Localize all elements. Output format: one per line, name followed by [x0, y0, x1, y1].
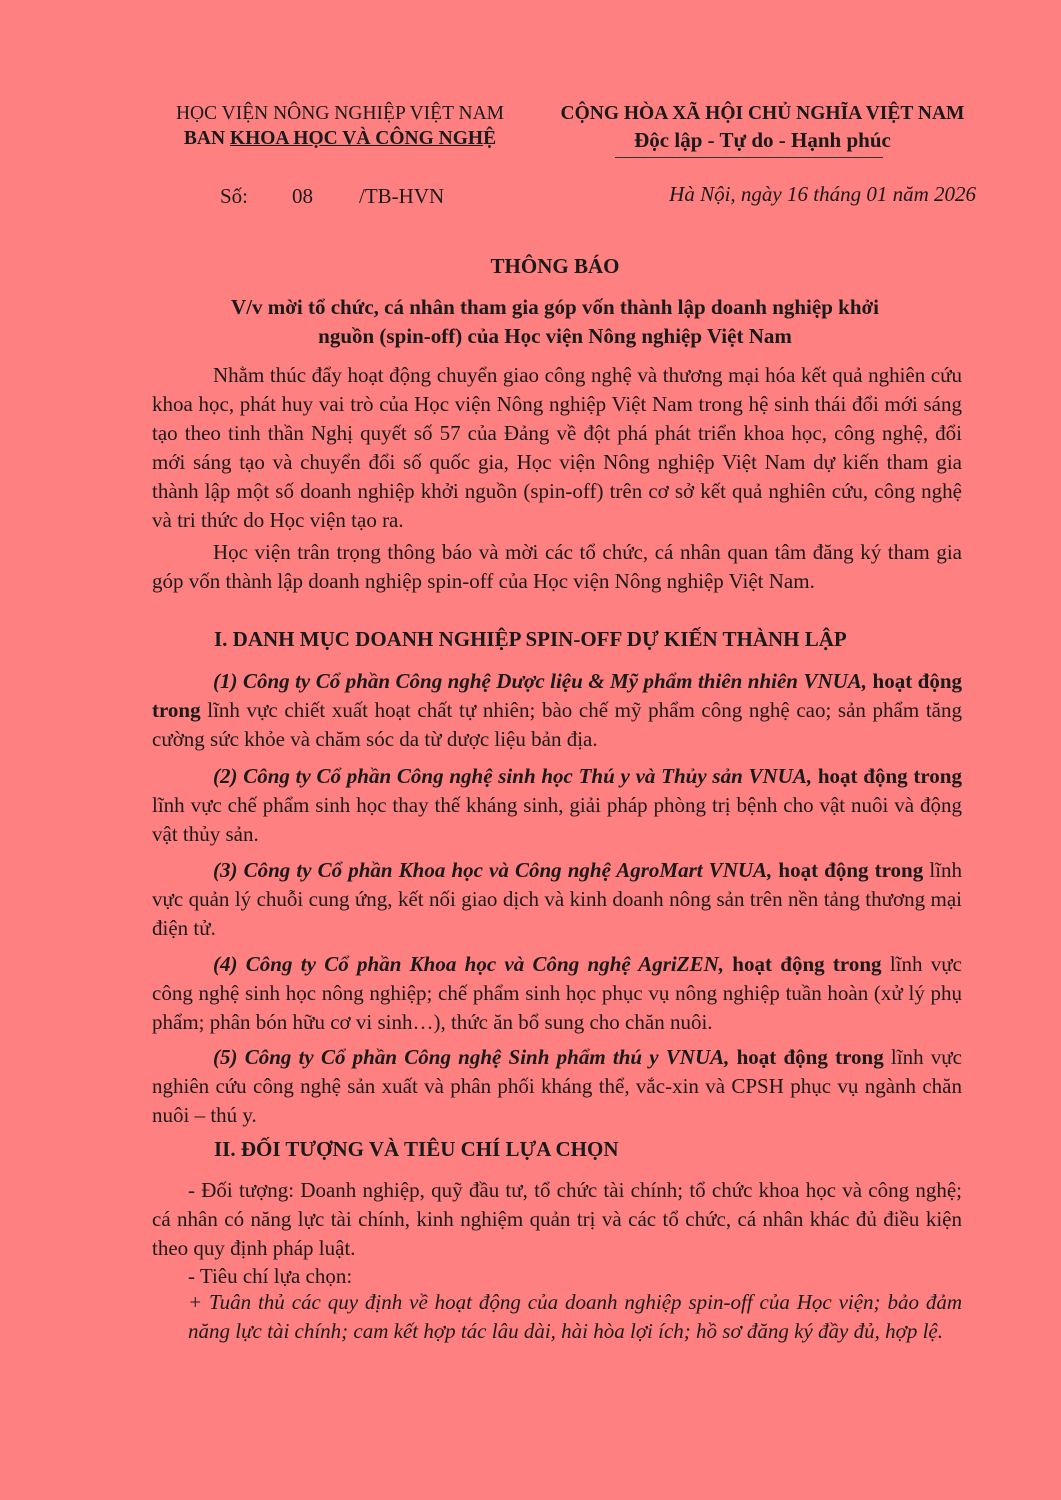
- criteria-detail: + Tuân thủ các quy định về hoạt động của doanh nghiệp spin-off của Học viện; bảo đảm năng lực tài chính; cam kết hợp tác lâu dài, hài hòa lợi ích; hồ sơ đăng ký đầy đủ, hợp lệ.: [188, 1290, 962, 1343]
- issuer-department: [130, 126, 550, 151]
- document-number-value: 08: [292, 184, 314, 208]
- invitation-paragraph: Học viện trân trọng thông báo và mời các tổ chức, cá nhân quan tâm đăng ký tham gia góp vốn thành lập doanh nghiệp spin-off của Học viện Nông nghiệp Việt Nam.: [152, 540, 962, 593]
- section-heading-2: II. ĐỐI TƯỢNG VÀ TIÊU CHÍ LỰA CHỌN: [214, 1137, 619, 1161]
- document-subject-line2: nguồn (spin-off) của Học viện Nông nghiệp Việt Nam: [318, 324, 792, 348]
- company-item: (4) Công ty Cổ phần Khoa học và Công nghệ AgriZEN, hoạt động trong lĩnh vực công nghệ sinh học nông nghiệp; chế phẩm sinh học phục vụ nông nghiệp tuần hoàn (xử lý phụ phẩm; phân bón hữu cơ vi sinh…), thức ăn bổ sung cho chăn nuôi.: [152, 952, 962, 1034]
- document-number: [220, 184, 444, 209]
- company-item: (5) Công ty Cổ phần Công nghệ Sinh phẩm thú y VNUA, hoạt động trong lĩnh vực nghiên cứu công nghệ sản xuất và phân phối kháng thể, vắc-xin và CPSH phục vụ ngành chăn nuôi – thú y.: [152, 1045, 963, 1127]
- company-item: (2) Công ty Cổ phần Công nghệ sinh học Thú y và Thủy sản VNUA, hoạt động trong lĩnh vực chế phẩm sinh học thay thế kháng sinh, giải pháp phòng trị bệnh cho vật nuôi và động vật thủy sản.: [152, 764, 962, 846]
- national-title: CỘNG HÒA XÃ HỘI CHỦ NGHĨA VIỆT NAM: [560, 103, 965, 124]
- document-date: Hà Nội, ngày 16 tháng 01 năm 2026: [669, 182, 976, 206]
- bullet-target-groups: - Đối tượng: Doanh nghiệp, quỹ đầu tư, tổ chức tài chính; tổ chức khoa học và công nghệ; cá nhân có năng lực tài chính, kinh nghiệm quản trị và các tổ chức, cá nhân khác đủ điều kiện theo quy định pháp luật.: [152, 1178, 962, 1260]
- document-subject: [100, 293, 1010, 351]
- issuer-department-underlined: KHOA HỌC VÀ CÔNG NGH: [229, 128, 484, 149]
- intro-paragraph: Nhằm thúc đẩy hoạt động chuyển giao công nghệ và thương mại hóa kết quả nghiên cứu khoa học, phát huy vai trò của Học viện Nông nghiệp Việt Nam trong hệ sinh thái đổi mới sáng tạo theo tinh thần Nghị quyết số 57 của Đảng về đột phá phát triển khoa học, công nghệ, đổi mới sáng tạo và chuyển đổi số quốc gia, Học viện Nông nghiệp Việt Nam dự kiến tham gia thành lập một số doanh nghiệp khởi nguồn (spin-off) trên cơ sở kết quả nghiên cứu, công nghệ và tri thức do Học viện tạo ra.: [152, 363, 962, 532]
- issuer-department-prefix: BAN: [183, 128, 230, 149]
- document-title: THÔNG BÁO: [490, 254, 620, 278]
- national-motto: Độc lập - Tự do - Hạnh phúc: [634, 128, 891, 152]
- document-number-label: Số:: [220, 184, 249, 208]
- document-subject-line1: V/v mời tổ chức, cá nhân tham gia góp vốn thành lập doanh nghiệp khởi: [231, 295, 879, 319]
- issuer-header: [130, 101, 550, 151]
- national-header: [545, 101, 980, 153]
- issuer-department-suffix: Ệ: [483, 128, 497, 149]
- motto-underline: [615, 157, 883, 158]
- bullet-criteria: - Tiêu chí lựa chọn:: [188, 1264, 353, 1288]
- document-number-suffix: /TB-HVN: [359, 184, 445, 208]
- section-heading-1: I. DANH MỤC DOANH NGHIỆP SPIN-OFF DỰ KIẾN THÀNH LẬP: [214, 627, 847, 651]
- company-item: (3) Công ty Cổ phần Khoa học và Công nghệ AgroMart VNUA, hoạt động trong lĩnh vực quản lý chuỗi cung ứng, kết nối giao dịch và kinh doanh nông sản trên nền tảng thương mại điện tử.: [152, 858, 962, 940]
- company-item: (1) Công ty Cổ phần Công nghệ Dược liệu & Mỹ phẩm thiên nhiên VNUA, hoạt động trong lĩnh vực chiết xuất hoạt chất tự nhiên; bào chế mỹ phẩm công nghệ cao; sản phẩm tăng cường sức khỏe và chăm sóc da từ dược liệu bản địa.: [152, 669, 963, 751]
- issuer-org: HỌC VIỆN NÔNG NGHIỆP VIỆT NAM: [175, 103, 505, 124]
